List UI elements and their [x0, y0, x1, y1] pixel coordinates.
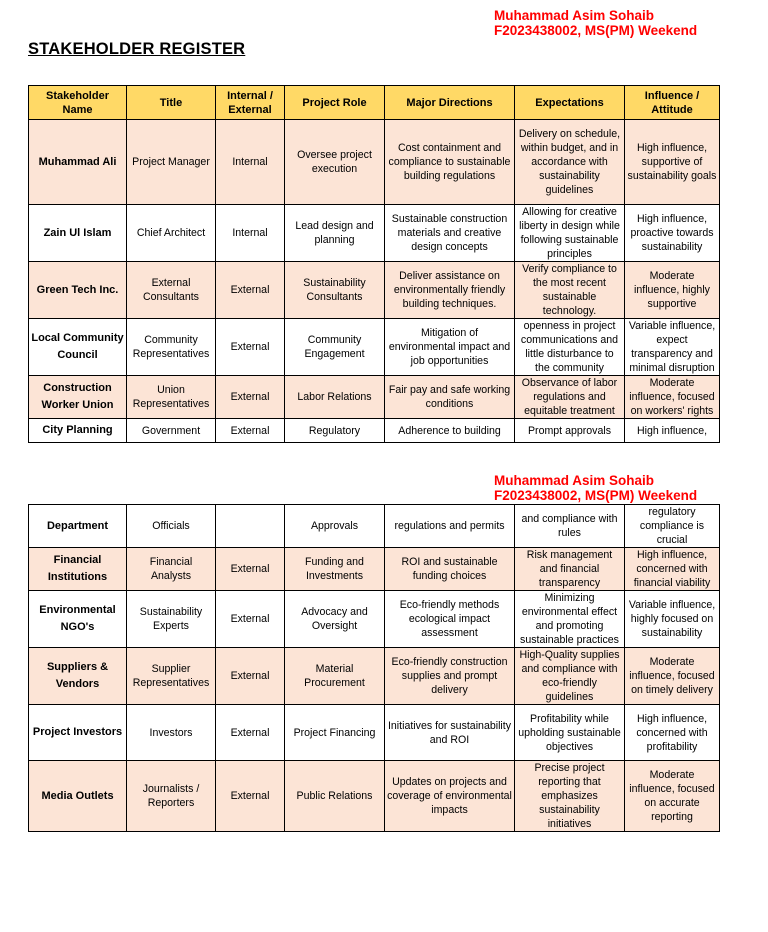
stakeholder-name: Financial Institutions — [29, 548, 127, 591]
expectations-cell: Observance of labor regulations and equitable treatment — [515, 376, 625, 419]
title-cell: Supplier Representatives — [127, 648, 216, 705]
expectations-cell: and compliance with rules — [515, 505, 625, 548]
project-role-cell: Material Procurement — [285, 648, 385, 705]
influence-cell: Moderate influence, focused on workers' rights — [625, 376, 720, 419]
expectations-cell: Precise project reporting that emphasizes sustainability initiatives — [515, 761, 625, 832]
internal-external-cell: External — [216, 705, 285, 761]
project-role-cell: Approvals — [285, 505, 385, 548]
stakeholder-table-page-2 — [28, 504, 720, 832]
header-cell: Project Role — [285, 86, 385, 120]
internal-external-cell — [216, 505, 285, 548]
title-cell: Officials — [127, 505, 216, 548]
major-directions-cell: Adherence to building — [385, 419, 515, 443]
header-cell: Influence / Attitude — [625, 86, 720, 120]
project-role-cell: Project Financing — [285, 705, 385, 761]
title-cell: Sustainability Experts — [127, 591, 216, 648]
expectations-cell: Delivery on schedule, within budget, and in accordance with sustainability guidelines — [515, 120, 625, 205]
project-role-cell: Oversee project execution — [285, 120, 385, 205]
title-cell: Union Representatives — [127, 376, 216, 419]
stakeholder-name: Department — [29, 505, 127, 548]
project-role-cell: Funding and Investments — [285, 548, 385, 591]
header-cell: Title — [127, 86, 216, 120]
table-row — [29, 262, 720, 319]
project-role-cell: Lead design and planning — [285, 205, 385, 262]
influence-cell: High influence, — [625, 419, 720, 443]
title-cell: Investors — [127, 705, 216, 761]
influence-cell: regulatory compliance is crucial — [625, 505, 720, 548]
influence-cell: Variable influence, highly focused on sustainability — [625, 591, 720, 648]
influence-cell: Moderate influence, focused on timely delivery — [625, 648, 720, 705]
project-role-cell: Labor Relations — [285, 376, 385, 419]
major-directions-cell: Cost containment and compliance to sustainable building regulations — [385, 120, 515, 205]
stakeholder-name: Zain Ul Islam — [29, 205, 127, 262]
title-cell: Project Manager — [127, 120, 216, 205]
major-directions-cell: Eco-friendly methods ecological impact assessment — [385, 591, 515, 648]
project-role-cell: Regulatory — [285, 419, 385, 443]
title-cell: Government — [127, 419, 216, 443]
title-cell: Journalists / Reporters — [127, 761, 216, 832]
expectations-cell: Allowing for creative liberty in design while following sustainable principles — [515, 205, 625, 262]
author-id: F2023438002, MS(PM) Weekend — [494, 488, 698, 503]
project-role-cell: Sustainability Consultants — [285, 262, 385, 319]
major-directions-cell: Sustainable construction materials and creative design concepts — [385, 205, 515, 262]
major-directions-cell: regulations and permits — [385, 505, 515, 548]
author-id: F2023438002, MS(PM) Weekend — [494, 23, 698, 38]
table-row — [29, 705, 720, 761]
stakeholder-name: Suppliers & Vendors — [29, 648, 127, 705]
stakeholder-table-page-1 — [28, 85, 720, 443]
table-row — [29, 376, 720, 419]
internal-external-cell: Internal — [216, 120, 285, 205]
influence-cell: High influence, concerned with profitability — [625, 705, 720, 761]
major-directions-cell: Fair pay and safe working conditions — [385, 376, 515, 419]
major-directions-cell: Initiatives for sustainability and ROI — [385, 705, 515, 761]
internal-external-cell: External — [216, 262, 285, 319]
expectations-cell: Minimizing environmental effect and promoting sustainable practices — [515, 591, 625, 648]
title-cell: Financial Analysts — [127, 548, 216, 591]
stakeholder-name: Environmental NGO's — [29, 591, 127, 648]
internal-external-cell: External — [216, 376, 285, 419]
table-row — [29, 205, 720, 262]
project-role-cell: Public Relations — [285, 761, 385, 832]
author-name: Muhammad Asim Sohaib — [494, 473, 655, 488]
influence-cell: High influence, proactive towards sustainability — [625, 205, 720, 262]
expectations-cell: openness in project communications and little disturbance to the community — [515, 319, 625, 376]
header-cell: Expectations — [515, 86, 625, 120]
header-row — [29, 86, 720, 120]
internal-external-cell: External — [216, 648, 285, 705]
major-directions-cell: Deliver assistance on environmentally friendly building techniques. — [385, 262, 515, 319]
stakeholder-name: Project Investors — [29, 705, 127, 761]
title-cell: Chief Architect — [127, 205, 216, 262]
internal-external-cell: Internal — [216, 205, 285, 262]
major-directions-cell: Eco-friendly construction supplies and prompt delivery — [385, 648, 515, 705]
stakeholder-name: City Planning — [29, 419, 127, 443]
influence-cell: Variable influence, expect transparency and minimal disruption — [625, 319, 720, 376]
influence-cell: High influence, supportive of sustainability goals — [625, 120, 720, 205]
internal-external-cell: External — [216, 548, 285, 591]
header-cell: Internal / External — [216, 86, 285, 120]
influence-cell: High influence, concerned with financial viability — [625, 548, 720, 591]
stakeholder-name: Green Tech Inc. — [29, 262, 127, 319]
table-row — [29, 548, 720, 591]
major-directions-cell: Mitigation of environmental impact and job opportunities — [385, 319, 515, 376]
stakeholder-name: Muhammad Ali — [29, 120, 127, 205]
table-row — [29, 591, 720, 648]
stakeholder-name: Local Community Council — [29, 319, 127, 376]
expectations-cell: Profitability while upholding sustainable objectives — [515, 705, 625, 761]
author-name: Muhammad Asim Sohaib — [494, 8, 655, 23]
internal-external-cell: External — [216, 419, 285, 443]
major-directions-cell: Updates on projects and coverage of environmental impacts — [385, 761, 515, 832]
table-row — [29, 648, 720, 705]
header-cell: Major Directions — [385, 86, 515, 120]
influence-cell: Moderate influence, focused on accurate reporting — [625, 761, 720, 832]
major-directions-cell: ROI and sustainable funding choices — [385, 548, 515, 591]
project-role-cell: Advocacy and Oversight — [285, 591, 385, 648]
title-cell: External Consultants — [127, 262, 216, 319]
stakeholder-name: Media Outlets — [29, 761, 127, 832]
table-row — [29, 761, 720, 832]
project-role-cell: Community Engagement — [285, 319, 385, 376]
table-row — [29, 419, 720, 443]
title-cell: Community Representatives — [127, 319, 216, 376]
page-title: STAKEHOLDER REGISTER — [28, 40, 246, 58]
author-block-2 — [494, 473, 697, 503]
header-cell: Stakeholder Name — [29, 86, 127, 120]
influence-cell: Moderate influence, highly supportive — [625, 262, 720, 319]
internal-external-cell: External — [216, 761, 285, 832]
table-row — [29, 505, 720, 548]
stakeholder-name: Construction Worker Union — [29, 376, 127, 419]
internal-external-cell: External — [216, 319, 285, 376]
expectations-cell: Risk management and financial transparency — [515, 548, 625, 591]
author-block-1 — [494, 8, 697, 38]
expectations-cell: Prompt approvals — [515, 419, 625, 443]
table-row — [29, 319, 720, 376]
expectations-cell: Verify compliance to the most recent sustainable technology. — [515, 262, 625, 319]
expectations-cell: High-Quality supplies and compliance with eco-friendly guidelines — [515, 648, 625, 705]
internal-external-cell: External — [216, 591, 285, 648]
table-row — [29, 120, 720, 205]
